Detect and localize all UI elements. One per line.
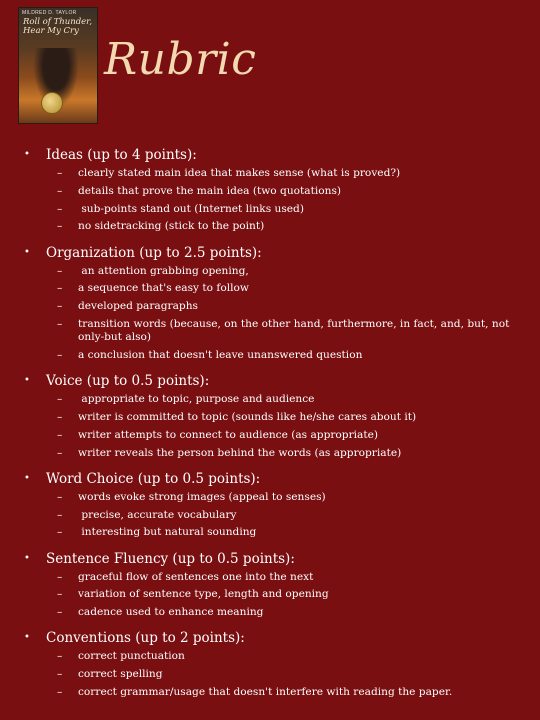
section-heading (0, 627, 540, 649)
criteria-text: correct spelling (78, 668, 163, 681)
dash-icon: – (57, 348, 63, 361)
book-title: Roll of Thunder, Hear My Cry (23, 17, 93, 36)
criteria-list (0, 491, 540, 540)
dash-icon: – (57, 508, 63, 521)
criteria-text: interesting but natural sounding (78, 526, 257, 539)
criteria-text: details that prove the main idea (two quotations) (78, 184, 342, 197)
bullet-icon: • (24, 632, 30, 644)
bullet-icon: • (24, 149, 30, 160)
criteria-text: a sequence that's easy to follow (78, 282, 249, 295)
dash-icon: – (57, 650, 63, 663)
criteria-item (0, 668, 540, 681)
criteria-list (0, 393, 540, 460)
criteria-item (0, 509, 540, 522)
dash-icon: – (57, 300, 63, 313)
section-heading (0, 370, 540, 392)
criteria-text: developed paragraphs (78, 300, 198, 313)
criteria-text: writer attempts to connect to audience (as appropriate) (78, 428, 379, 441)
section-heading-text: Organization (up to 2.5 points): (46, 244, 262, 261)
section-heading-text: Sentence Fluency (up to 0.5 points): (46, 550, 295, 567)
book-cover-image (18, 7, 98, 124)
dash-icon: – (57, 526, 63, 539)
section-heading-text: Word Choice (up to 0.5 points): (46, 470, 261, 487)
dash-icon: – (57, 490, 63, 503)
dash-icon: – (57, 282, 63, 295)
bullet-icon: • (24, 246, 30, 258)
criteria-item (0, 606, 540, 619)
criteria-text: no sidetracking (stick to the point) (78, 220, 265, 233)
dash-icon: – (57, 446, 63, 459)
rubric-list (0, 144, 540, 707)
criteria-item (0, 411, 540, 424)
dash-icon: – (57, 685, 63, 698)
criteria-text: cadence used to enhance meaning (78, 606, 264, 619)
criteria-item (0, 447, 540, 460)
rubric-section-conventions (0, 627, 540, 699)
criteria-text: an attention grabbing opening, (78, 264, 249, 277)
criteria-text: correct grammar/usage that doesn't interfere with reading the paper. (78, 685, 453, 698)
dash-icon: – (57, 570, 63, 583)
section-heading-text: Conventions (up to 2 points): (46, 630, 245, 647)
section-heading-text: Voice (up to 0.5 points): (46, 373, 210, 390)
criteria-text: sub-points stand out (Internet links used) (78, 202, 304, 215)
criteria-text: appropriate to topic, purpose and audience (78, 393, 315, 406)
dash-icon: – (57, 220, 63, 233)
criteria-item (0, 185, 540, 198)
section-heading (0, 242, 540, 264)
dash-icon: – (57, 317, 63, 330)
criteria-list (0, 650, 540, 699)
rubric-section-organization (0, 242, 540, 363)
dash-icon: – (57, 393, 63, 406)
dash-icon: – (57, 668, 63, 681)
criteria-item (0, 349, 540, 362)
dash-icon: – (57, 428, 63, 441)
award-medal-icon (41, 92, 63, 114)
criteria-item (0, 571, 540, 584)
criteria-text: transition words (because, on the other hand, furthermore, in fact, and, but, not only-but also) (78, 317, 513, 344)
criteria-item (0, 393, 540, 406)
criteria-item (0, 167, 540, 180)
rubric-section-voice (0, 370, 540, 460)
criteria-item (0, 491, 540, 504)
dash-icon: – (57, 202, 63, 215)
criteria-text: writer is committed to topic (sounds like he/she cares about it) (78, 410, 417, 423)
criteria-item (0, 686, 540, 699)
criteria-list (0, 167, 540, 234)
criteria-text: graceful flow of sentences one into the next (78, 570, 314, 583)
dash-icon: – (57, 264, 63, 277)
section-heading (0, 144, 540, 166)
dash-icon: – (57, 606, 63, 619)
criteria-item (0, 203, 540, 216)
criteria-text: words evoke strong images (appeal to senses) (78, 490, 326, 503)
criteria-item (0, 300, 540, 313)
criteria-text: precise, accurate vocabulary (78, 508, 237, 521)
bullet-icon: • (24, 552, 30, 564)
criteria-item (0, 318, 540, 344)
criteria-item (0, 588, 540, 601)
criteria-text: a conclusion that doesn't leave unanswered question (78, 348, 363, 361)
dash-icon: – (57, 167, 63, 179)
rubric-section-word-choice (0, 468, 540, 540)
criteria-text: correct punctuation (78, 650, 185, 663)
criteria-item (0, 429, 540, 442)
criteria-list (0, 265, 540, 363)
section-heading-text: Ideas (up to 4 points): (46, 147, 197, 163)
criteria-item (0, 220, 540, 233)
criteria-item (0, 282, 540, 295)
book-author: MILDRED D. TAYLOR (22, 10, 77, 16)
criteria-item (0, 650, 540, 663)
dash-icon: – (57, 184, 63, 197)
criteria-item (0, 265, 540, 278)
dash-icon: – (57, 410, 63, 423)
section-heading (0, 548, 540, 570)
section-heading (0, 468, 540, 490)
criteria-text: variation of sentence type, length and opening (78, 588, 329, 601)
criteria-text: clearly stated main idea that makes sense (what is proved?) (78, 167, 401, 179)
rubric-section-sentence-fluency (0, 548, 540, 620)
criteria-item (0, 526, 540, 539)
bullet-icon: • (24, 375, 30, 387)
page-title: Rubric (104, 34, 257, 85)
criteria-list (0, 571, 540, 620)
criteria-text: writer reveals the person behind the words (as appropriate) (78, 446, 402, 459)
bullet-icon: • (24, 472, 30, 484)
rubric-section-ideas (0, 144, 540, 234)
dash-icon: – (57, 588, 63, 601)
